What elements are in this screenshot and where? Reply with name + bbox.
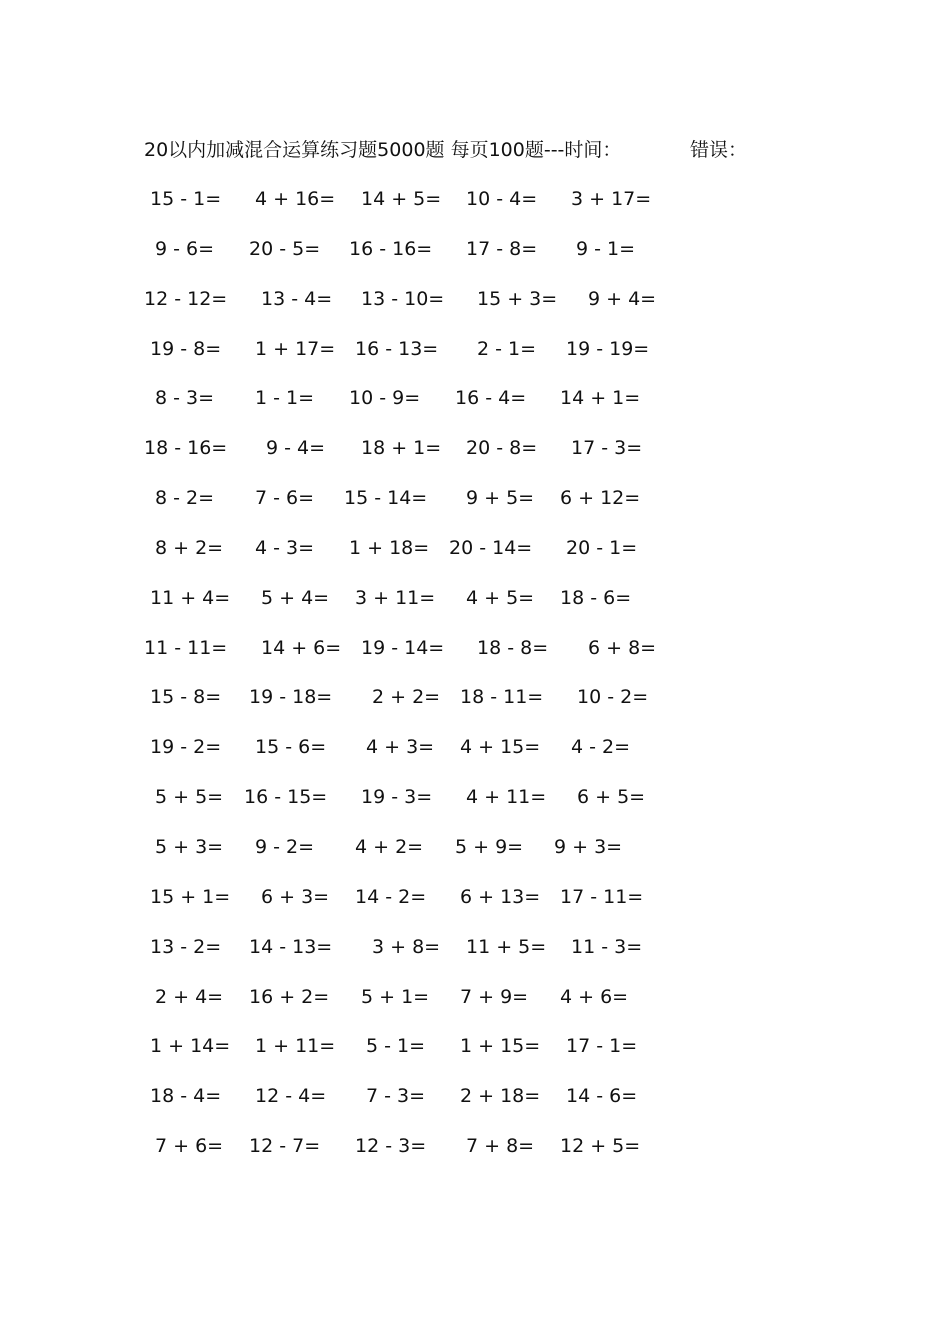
problem-row [0, 585, 950, 635]
problem-item: 12 - 3= [355, 1135, 427, 1158]
problem-item: 9 - 1= [576, 237, 636, 260]
problem-item: 5 + 3= [155, 835, 224, 858]
problem-item: 6 + 8= [588, 636, 657, 659]
problem-item: 8 - 2= [155, 487, 215, 510]
problem-item: 18 - 6= [560, 586, 632, 609]
problem-item: 14 + 6= [261, 636, 342, 659]
problem-row [0, 336, 950, 386]
problem-item: 2 - 1= [477, 337, 537, 360]
problem-item: 4 + 2= [355, 835, 424, 858]
problem-item: 14 + 1= [560, 387, 641, 410]
problem-row [0, 1083, 950, 1133]
problem-item: 3 + 11= [355, 586, 436, 609]
problem-item: 11 - 11= [144, 636, 228, 659]
problem-item: 1 + 11= [255, 1035, 336, 1058]
problem-row [0, 485, 950, 535]
problem-item: 15 + 3= [477, 287, 558, 310]
problem-item: 13 - 10= [361, 287, 445, 310]
problem-item: 12 - 4= [255, 1085, 327, 1108]
problem-item: 19 - 19= [566, 337, 650, 360]
problem-item: 18 - 4= [150, 1085, 222, 1108]
problem-item: 9 + 5= [466, 487, 535, 510]
problem-item: 9 + 4= [588, 287, 657, 310]
problem-item: 17 - 8= [466, 237, 538, 260]
problem-row [0, 435, 950, 485]
problem-row [0, 734, 950, 784]
problem-item: 15 - 14= [344, 487, 428, 510]
problem-item: 13 - 2= [150, 935, 222, 958]
problem-item: 12 - 7= [249, 1135, 321, 1158]
problem-item: 11 + 5= [466, 935, 547, 958]
problem-item: 18 - 16= [144, 437, 228, 460]
problem-row [0, 535, 950, 585]
problem-item: 15 - 1= [150, 188, 222, 210]
problem-item: 4 - 2= [571, 736, 631, 759]
problem-item: 17 - 11= [560, 885, 644, 908]
problem-item: 5 + 4= [261, 586, 330, 609]
problem-item: 11 - 3= [571, 935, 643, 958]
problem-item: 15 - 8= [150, 686, 222, 709]
problem-item: 1 + 15= [460, 1035, 541, 1058]
problem-item: 18 - 11= [460, 686, 544, 709]
problem-item: 8 - 3= [155, 387, 215, 410]
problem-item: 9 - 6= [155, 237, 215, 260]
problem-item: 20 - 1= [566, 536, 638, 559]
problem-item: 17 - 1= [566, 1035, 638, 1058]
errors-label: 错误： [690, 139, 748, 161]
problem-row [0, 834, 950, 884]
problem-item: 7 - 3= [366, 1085, 426, 1108]
problem-item: 12 + 5= [560, 1135, 641, 1158]
problem-item: 5 + 1= [361, 985, 430, 1008]
problem-item: 16 - 13= [355, 337, 439, 360]
problem-item: 4 + 11= [466, 786, 547, 809]
problem-row [0, 684, 950, 734]
problem-item: 4 + 15= [460, 736, 541, 759]
problem-item: 14 - 6= [566, 1085, 638, 1108]
problem-row [0, 884, 950, 934]
problem-item: 7 + 6= [155, 1135, 224, 1158]
problem-item: 5 + 5= [155, 786, 224, 809]
problem-item: 2 + 2= [372, 686, 441, 709]
problem-item: 16 - 4= [455, 387, 527, 410]
problem-item: 19 - 8= [150, 337, 222, 360]
problem-item: 6 + 13= [460, 885, 541, 908]
problem-item: 4 + 6= [560, 985, 629, 1008]
problem-item: 14 + 5= [361, 188, 442, 210]
problem-item: 19 - 14= [361, 636, 445, 659]
problem-row [0, 385, 950, 435]
problem-item: 20 - 14= [449, 536, 533, 559]
problem-item: 4 - 3= [255, 536, 315, 559]
problem-item: 15 - 6= [255, 736, 327, 759]
problem-item: 16 - 16= [349, 237, 433, 260]
problem-item: 10 - 9= [349, 387, 421, 410]
problem-item: 7 + 8= [466, 1135, 535, 1158]
problem-item: 7 - 6= [255, 487, 315, 510]
problem-item: 9 - 2= [255, 835, 315, 858]
problem-item: 20 - 8= [466, 437, 538, 460]
problem-item: 10 - 2= [577, 686, 649, 709]
problem-row [0, 286, 950, 336]
problem-item: 18 + 1= [361, 437, 442, 460]
problem-row [0, 934, 950, 984]
problem-item: 6 + 12= [560, 487, 641, 510]
problem-item: 11 + 4= [150, 586, 231, 609]
problem-row [0, 784, 950, 834]
problem-row [0, 984, 950, 1034]
problem-item: 3 + 17= [571, 188, 652, 210]
problem-item: 2 + 18= [460, 1085, 541, 1108]
problem-item: 9 + 3= [554, 835, 623, 858]
problem-item: 17 - 3= [571, 437, 643, 460]
problem-item: 16 - 15= [244, 786, 328, 809]
problem-item: 19 - 18= [249, 686, 333, 709]
problem-item: 14 - 2= [355, 885, 427, 908]
problem-item: 6 + 5= [577, 786, 646, 809]
worksheet-title: 20以内加减混合运算练习题5000题 每页100题---时间： [144, 139, 622, 161]
problem-item: 5 - 1= [366, 1035, 426, 1058]
problem-item: 9 - 4= [266, 437, 326, 460]
problem-item: 6 + 3= [261, 885, 330, 908]
problem-row [0, 1033, 950, 1083]
problem-item: 5 + 9= [455, 835, 524, 858]
problem-row [0, 1133, 950, 1183]
problem-item: 18 - 8= [477, 636, 549, 659]
problem-row [0, 635, 950, 685]
worksheet-header [144, 137, 748, 163]
problem-item: 10 - 4= [466, 188, 538, 210]
problem-item: 19 - 2= [150, 736, 222, 759]
problem-item: 13 - 4= [261, 287, 333, 310]
problem-item: 4 + 16= [255, 188, 336, 210]
problem-item: 1 + 18= [349, 536, 430, 559]
problem-item: 14 - 13= [249, 935, 333, 958]
problem-item: 4 + 5= [466, 586, 535, 609]
problem-item: 2 + 4= [155, 985, 224, 1008]
problem-item: 19 - 3= [361, 786, 433, 809]
problem-item: 1 - 1= [255, 387, 315, 410]
problem-item: 12 - 12= [144, 287, 228, 310]
problem-item: 1 + 14= [150, 1035, 231, 1058]
problem-item: 8 + 2= [155, 536, 224, 559]
problem-item: 7 + 9= [460, 985, 529, 1008]
problem-item: 4 + 3= [366, 736, 435, 759]
problem-item: 1 + 17= [255, 337, 336, 360]
problem-item: 16 + 2= [249, 985, 330, 1008]
problem-grid [0, 186, 950, 1183]
problem-item: 20 - 5= [249, 237, 321, 260]
problem-row [0, 236, 950, 286]
problem-row [0, 186, 950, 236]
problem-item: 15 + 1= [150, 885, 231, 908]
problem-item: 3 + 8= [372, 935, 441, 958]
